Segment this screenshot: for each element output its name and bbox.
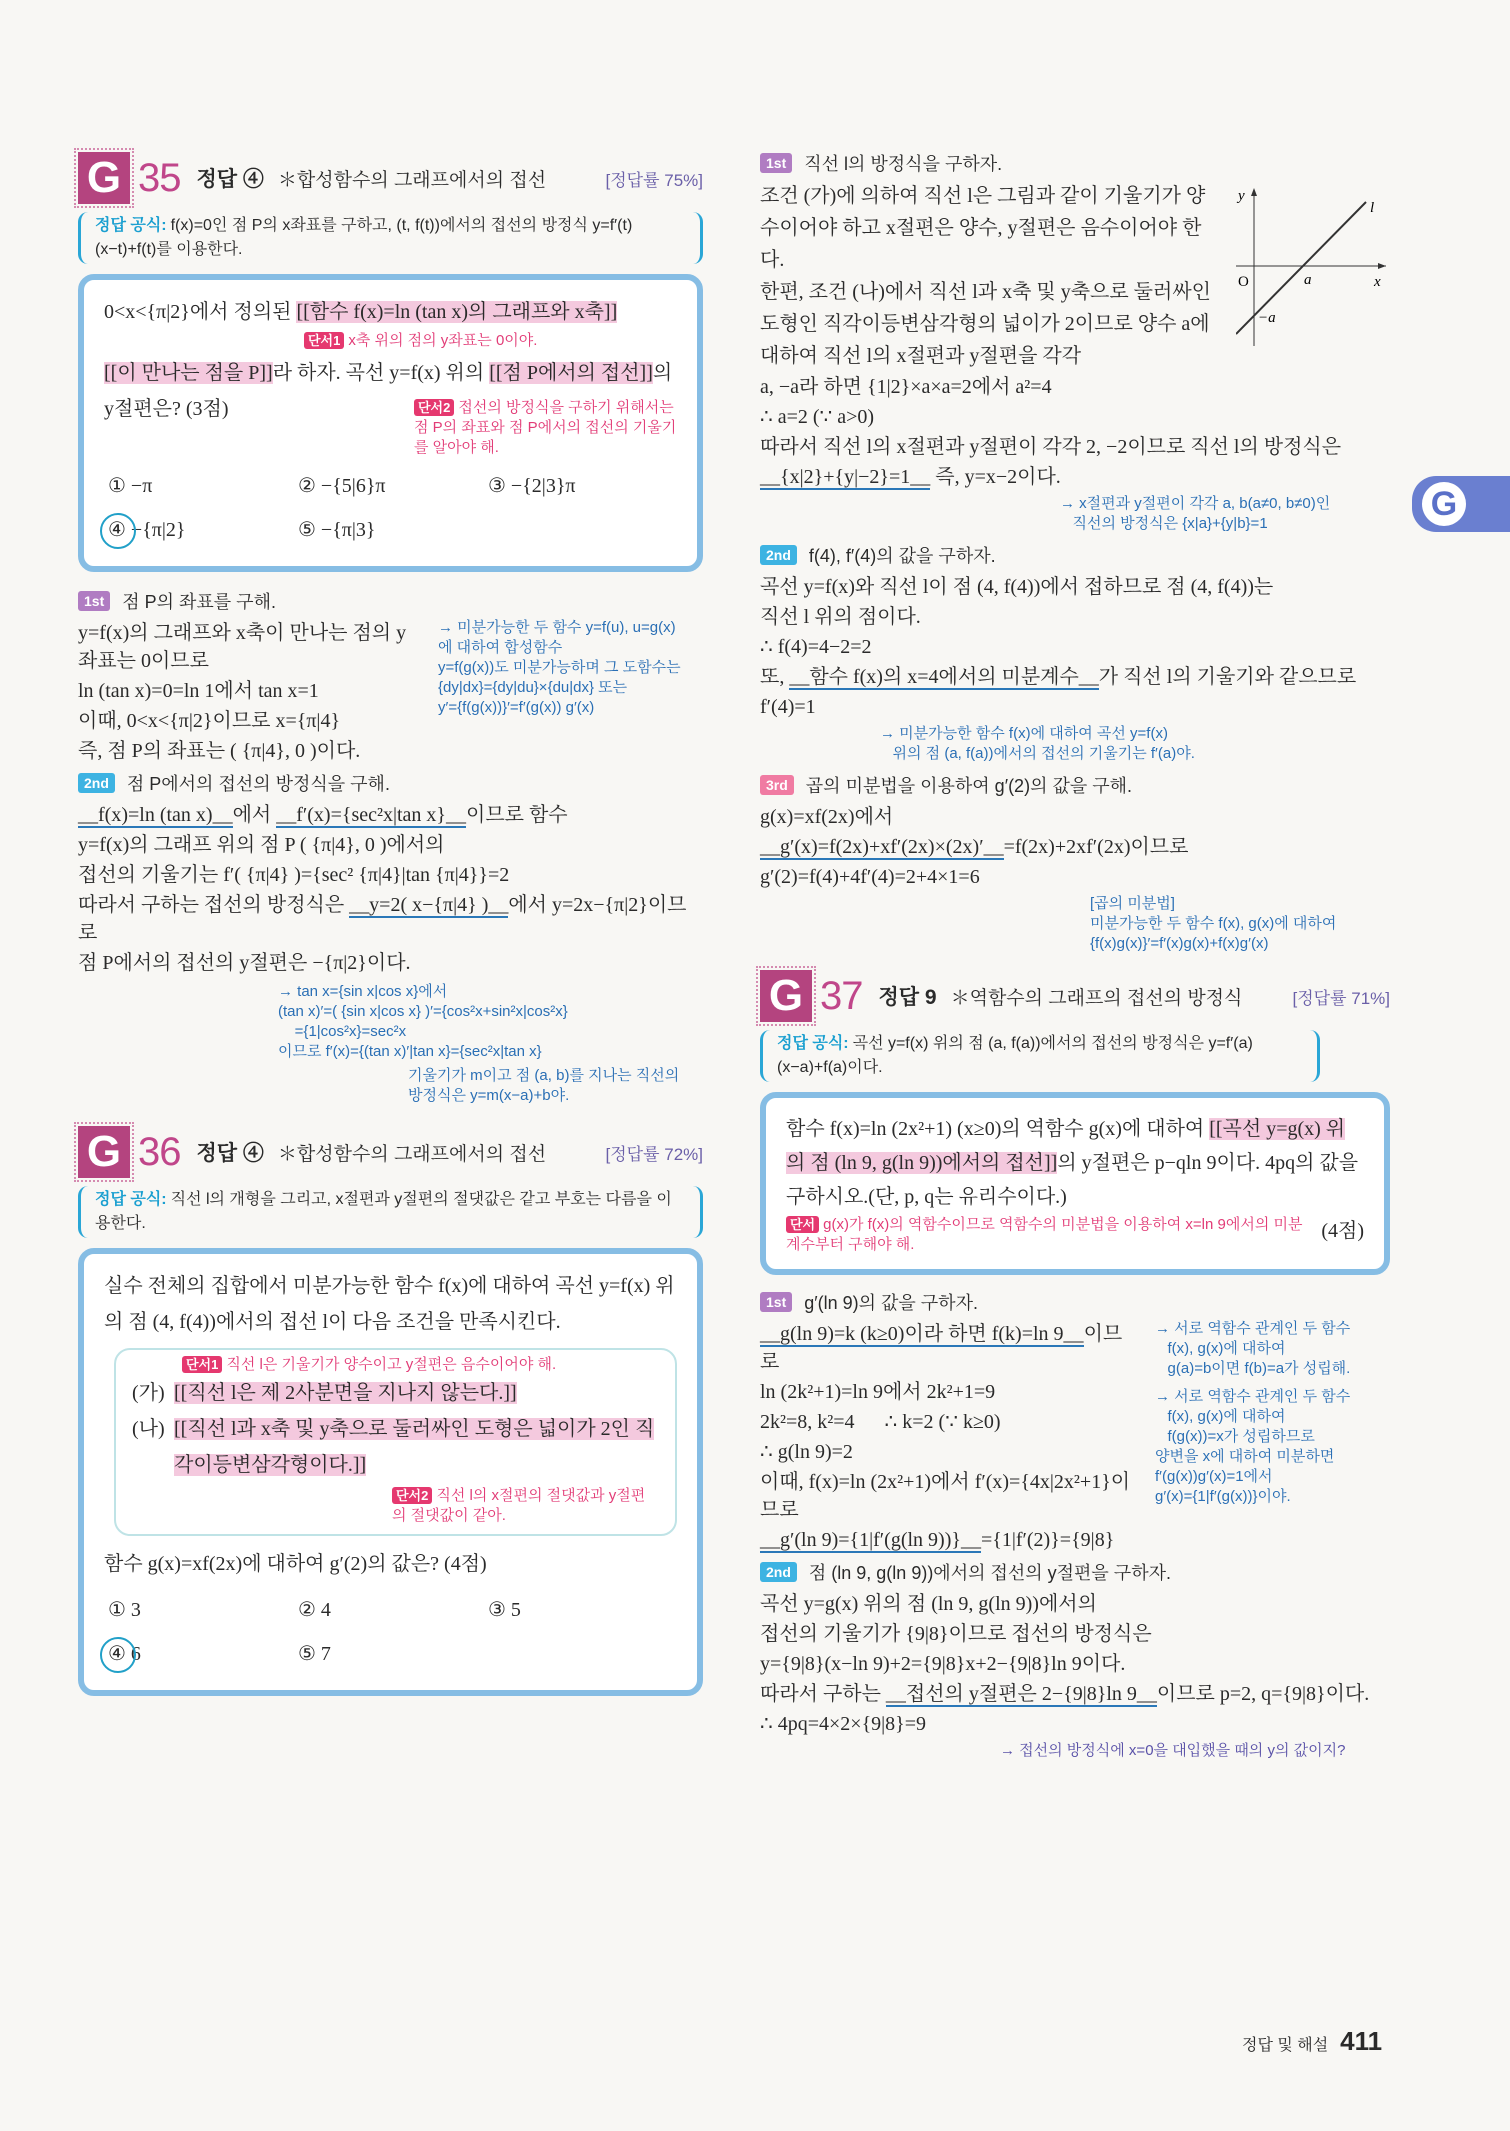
text-line: → 접선의 방정식에 x=0을 대입했을 때의 y의 값이지?: [1000, 1742, 1346, 1759]
text-line: f(x), g(x)에 대하여: [1155, 1340, 1286, 1357]
hint-badge: 단서2: [414, 399, 454, 416]
g35-problem-box: [78, 274, 703, 572]
text-line: → 미분가능한 함수 f(x)에 대하여 곡선 y=f(x): [880, 725, 1168, 742]
note-derivative-slope: [880, 724, 1390, 764]
step-1: [78, 584, 703, 618]
choice-5: ⑤ 7: [298, 1643, 331, 1665]
hint-2: [392, 1485, 659, 1526]
answer: 정답 9: [878, 986, 937, 1009]
text-line: 양변을 x에 대하여 미분하면: [1155, 1448, 1335, 1465]
step-2: [760, 538, 1390, 572]
text-line: __f(x)=ln (tan x)__에서 __f′(x)={sec²x|tan x}__이므로 함수: [78, 804, 568, 826]
hint-badge: 단서1: [304, 332, 344, 349]
note-y-intercept: [1000, 1741, 1390, 1761]
hint-badge: 단서2: [392, 1487, 432, 1504]
text-line: ∴ 4pq=4×2×{9|8}=9: [760, 1713, 927, 1735]
text-line: 2k²=8, k²=4 ∴ k=2 (∵ k≥0): [760, 1411, 1001, 1433]
hint: [786, 1214, 1311, 1255]
formula-label: 정답 공식:: [95, 217, 167, 234]
section-badge: G: [78, 1126, 130, 1178]
text-line: y′={f(g(x))}′=f′(g(x)) g′(x): [438, 699, 595, 716]
hint-text: 직선 l은 기울기가 양수이고 y절편은 음수이어야 해.: [226, 1356, 557, 1373]
text-line: __{x|2}+{y|−2}=1__ 즉, y=x−2이다.: [760, 466, 1061, 488]
notes-column: [1155, 1319, 1390, 1507]
x-label: x: [1374, 274, 1381, 290]
paragraph: 조건 (가)에 의하여 직선 l은 그림과 같이 기울기가 양수이어야 하고 x절편은 양수, y절편은 음수이어야 한다.: [760, 185, 1206, 271]
problem-line: 0<x<{π|2}에서 정의된 [[함수 f(x)=ln (tan x)의 그래프와 x축]]: [104, 301, 618, 323]
problem-number: 36: [138, 1129, 181, 1174]
text-line: → tan x={sin x|cos x}에서: [278, 983, 448, 1000]
g37-solution: [760, 1285, 1390, 1761]
formula-label: 정답 공식:: [95, 1191, 167, 1208]
text-line: 따라서 구하는 __접선의 y절편은 2−{9|8}ln 9__이므로 p=2, q={9|8}이다.: [760, 1683, 1370, 1705]
hint-2: [414, 397, 677, 458]
text-line: ∴ g(ln 9)=2: [760, 1441, 853, 1463]
text-line: 따라서 직선 l의 x절편과 y절편이 각각 2, −2이므로 직선 l의 방정식은: [760, 436, 1342, 458]
step-badge: 1st: [760, 153, 792, 173]
problem-text: 함수 f(x)=ln (2x²+1) (x≥0)의 역함수 g(x)에 대하여 [[곡선 y=g(x) 위의 점 (ln 9, g(ln 9))에서의 접선]]의 y절편은 p−qln 9이다. 4pq의 값을 구하시오.(단, p, q는 유리수이다.): [786, 1118, 1359, 1208]
step-title: g′(ln 9)의 값을 구하자.: [804, 1293, 978, 1313]
choice-3: ③ −{2|3}π: [488, 475, 576, 497]
text-line: __g(ln 9)=k (k≥0)이라 하면 f(k)=ln 9__이므로: [760, 1323, 1123, 1373]
solution-lines: [760, 802, 1390, 892]
condition-text: [[직선 l은 제 2사분면을 지나지 않는다.]]: [174, 1382, 517, 1404]
solution-lines: [78, 618, 424, 766]
solution-lines: [760, 1319, 1141, 1555]
condition-ga: [132, 1375, 659, 1411]
choice-4: ④ −{π|2}: [104, 508, 294, 552]
note-row: [78, 982, 703, 1062]
conditions-box: [114, 1348, 677, 1536]
chapter-tab[interactable]: [1412, 476, 1510, 532]
text-line: y=f(x)의 그래프와 x축이 만나는 점의 y좌표는 0이므로: [78, 622, 407, 672]
y-label: y: [1238, 188, 1245, 204]
text-line: [곱의 미분법]: [1090, 895, 1175, 912]
step-title: 곱의 미분법을 이용하여 g′(2)의 값을 구해.: [805, 776, 1133, 796]
text-line: g(a)=b이면 f(b)=a가 성립해.: [1155, 1360, 1351, 1377]
g37-header: [760, 968, 1390, 1024]
choice-2: ② −{5|6}π: [298, 475, 386, 497]
text-line: __g′(ln 9)={1|f′(g(ln 9))}__={1|f′(2)}={9|8}: [760, 1529, 1115, 1551]
section-badge: G: [78, 152, 130, 204]
text-line: → 서로 역함수 관계인 두 함수: [1155, 1388, 1351, 1405]
text-line: 기울기가 m이고 점 (a, b)를 지나는 직선의: [408, 1067, 680, 1084]
text-line: 즉, 점 P의 좌표는 ( {π|4}, 0 )이다.: [78, 740, 361, 762]
solution-row: [78, 618, 703, 766]
note-inverse-derivative: [1155, 1387, 1390, 1507]
choice-1: ① 3: [108, 1599, 141, 1621]
condition-text: [[직선 l과 x축 및 y축으로 둘러싸인 도형은 넓이가 2인 직각이등변삼각형이다.]]: [174, 1418, 655, 1476]
hint-1: [182, 1354, 659, 1375]
choice-4: ④ 6: [104, 1632, 294, 1676]
hint-1: [304, 330, 677, 351]
g36-problem-box: [78, 1248, 703, 1696]
footer-label: 정답 및 해설: [1242, 2037, 1329, 2054]
text-line: 이때, 0<x<{π|2}이므로 x={π|4}: [78, 710, 341, 732]
hint-badge: 단서1: [182, 1356, 222, 1373]
solution-row: [760, 1319, 1390, 1555]
topic: ＊합성함수의 그래프에서의 접선: [277, 169, 547, 191]
a-label: a: [1304, 272, 1312, 288]
question: 함수 g(x)=xf(2x)에 대하여 g′(2)의 값은? (4점): [104, 1553, 487, 1575]
step-3: [760, 768, 1390, 802]
text-line: 이때, f(x)=ln (2x²+1)에서 f′(x)={4x|2x²+1}이므로: [760, 1471, 1131, 1521]
text-line: {f(x)g(x)}′=f′(x)g(x)+f(x)g′(x): [1090, 935, 1269, 952]
right-column: [760, 146, 1390, 1761]
topic: ＊역함수의 그래프의 접선의 방정식: [950, 987, 1243, 1009]
solution-lines: [78, 800, 703, 978]
text-line: → 미분가능한 두 함수 y=f(u), u=g(x): [438, 619, 676, 636]
x-axis-arrow: [1378, 263, 1386, 269]
text-line: 곡선 y=f(x)와 직선 l이 점 (4, f(4))에서 접하므로 점 (4, f(4))는: [760, 576, 1274, 598]
step-badge: 1st: [78, 591, 110, 611]
hint-badge: 단서: [786, 1216, 819, 1233]
line-l: [1236, 202, 1366, 334]
text-line: (tan x)′=( {sin x|cos x} )′={cos²x+sin²x|cos²x}: [278, 1003, 568, 1020]
step-title: 점 P에서의 접선의 방정식을 구해.: [126, 774, 390, 794]
choice-1: ① −π: [108, 475, 153, 497]
solution-lines: [760, 1589, 1390, 1739]
step-title: 직선 l의 방정식을 구하자.: [804, 154, 1003, 174]
text-line: 직선 l 위의 점이다.: [760, 606, 921, 628]
g37-problem-box: [760, 1092, 1390, 1275]
problem-footer: [786, 1214, 1364, 1255]
problem-line: [[이 만나는 점을 P]]라 하자. 곡선 y=f(x) 위의 [[점 P에서의 접선]]의: [104, 362, 673, 384]
text-line: 접선의 기울기는 f′( {π|4} )={sec² {π|4}|tan {π|4}}=2: [78, 864, 510, 886]
text-line: ln (2k²+1)=ln 9에서 2k²+1=9: [760, 1381, 996, 1403]
text-line: 곡선 y=g(x) 위의 점 (ln 9, g(ln 9))에서의: [760, 1593, 1097, 1615]
text-line: 따라서 구하는 접선의 방정식은 __y=2( x−{π|4} )__에서 y=2x−{π|2}이므로: [78, 894, 687, 944]
text-line: a, −a라 하면 {1|2}×a×a=2에서 a²=4: [760, 376, 1052, 398]
g35-formula: [78, 212, 703, 264]
text-line: ={1|cos²x}=sec²x: [278, 1023, 407, 1040]
correct-rate: [정답률 72%]: [605, 1144, 703, 1164]
text-line: 접선의 기울기가 {9|8}이므로 접선의 방정식은: [760, 1623, 1152, 1645]
note-chain-rule: [438, 618, 703, 718]
text-line: g′(x)={1|f′(g(x))}이야.: [1155, 1488, 1291, 1505]
choices: [104, 1588, 677, 1676]
text-line: 미분가능한 두 함수 f(x), g(x)에 대하여: [1090, 915, 1337, 932]
formula-label: 정답 공식:: [777, 1035, 849, 1052]
problem-number: 37: [820, 973, 863, 1018]
step-title: 점 P의 좌표를 구해.: [122, 592, 276, 612]
points: (4점): [1321, 1220, 1364, 1242]
text-line: 직선의 방정식은 {x|a}+{y|b}=1: [1060, 515, 1268, 532]
left-column: [78, 150, 703, 1696]
condition-na: [132, 1411, 659, 1483]
line-graph: [1236, 186, 1391, 351]
text-line: → x절편과 y절편이 각각 a, b(a≠0, b≠0)인: [1060, 495, 1331, 512]
hint-text: 직선 l의 x절편의 절댓값과 y절편의 절댓값이 같아.: [392, 1487, 646, 1524]
problem-number: 35: [138, 155, 181, 200]
choices: [104, 464, 677, 552]
step-title: f(4), f′(4)의 값을 구하자.: [808, 546, 996, 566]
text-line: 이므로 f′(x)={(tan x)′|tan x}={sec²x|tan x}: [278, 1043, 542, 1060]
choice-2: ② 4: [298, 1599, 331, 1621]
note-product-rule: [1090, 894, 1390, 954]
note-tan-derivative: [278, 982, 703, 1062]
step-badge: 2nd: [760, 545, 797, 565]
step-2: [78, 766, 703, 800]
step-1: [760, 1285, 1390, 1319]
text-line: y=f(x)의 그래프 위의 점 P ( {π|4}, 0 )에서의: [78, 834, 445, 856]
answer: 정답 ④: [196, 1142, 264, 1165]
step-1: [760, 146, 1390, 180]
step-2: [760, 1555, 1390, 1589]
step-badge: 2nd: [78, 773, 115, 793]
text-line: f′(4)=1: [760, 696, 816, 718]
g37-formula: [760, 1030, 1320, 1082]
l-label: l: [1370, 200, 1375, 216]
text-line: f(x), g(x)에 대하여: [1155, 1408, 1286, 1425]
condition-label: (가): [132, 1382, 165, 1404]
step-badge: 3rd: [760, 775, 794, 795]
section-badge: G: [760, 970, 812, 1022]
hint-text: x축 위의 점의 y좌표는 0이야.: [348, 332, 538, 349]
problem-line: y절편은? (3점): [104, 398, 229, 420]
hint-text: g(x)가 f(x)의 역함수이므로 역함수의 미분법을 이용하여 x=ln 9에서의 미분계수부터 구해야 해.: [786, 1216, 1303, 1253]
text-line: ∴ a=2 (∵ a>0): [760, 406, 875, 428]
formula-text: f(x)=0인 점 P의 x좌표를 구하고, (t, f(t))에서의 접선의 방정식 y=f′(t)(x−t)+f(t)를 이용한다.: [95, 217, 633, 258]
text-line: y=f(g(x))도 미분가능하며 그 도함수는: [438, 659, 681, 676]
g36-formula: [78, 1186, 703, 1238]
paragraph: 한편, 조건 (나)에서 직선 l과 x축 및 y축으로 둘러싸인 도형인 직각이등변삼각형의 넓이가 2이므로 양수 a에 대하여 직선 l의 x절편과 y절편을 각각: [760, 281, 1211, 367]
topic: ＊합성함수의 그래프에서의 접선: [277, 1143, 547, 1165]
page-number: 411: [1340, 2026, 1383, 2056]
problem-text: 실수 전체의 집합에서 미분가능한 함수 f(x)에 대하여 곡선 y=f(x) 위의 점 (4, f(4))에서의 접선 l이 다음 조건을 만족시킨다.: [104, 1275, 675, 1333]
text-line: → 서로 역함수 관계인 두 함수: [1155, 1320, 1351, 1337]
text-line: {dy|dx}={dy|du}×{du|dx} 또는: [438, 679, 628, 696]
g35-solution: [78, 584, 703, 1106]
g36-header: [78, 1124, 703, 1180]
chapter-tab-letter: G: [1422, 482, 1466, 526]
page-footer: [1242, 2026, 1382, 2057]
y-axis-arrow: [1251, 188, 1257, 196]
hint-text: 접선의 방정식을 구하기 위해서는 점 P의 좌표와 점 P에서의 접선의 기울기를 알아야 해.: [414, 399, 677, 456]
condition-label: (나): [132, 1418, 165, 1440]
correct-rate: [정답률 71%]: [1292, 988, 1390, 1008]
formula-text: 곡선 y=f(x) 위의 점 (a, f(a))에서의 접선의 방정식은 y=f′(a)(x−a)+f(a)이다.: [777, 1035, 1253, 1076]
formula-text: 직선 l의 개형을 그리고, x절편과 y절편의 절댓값은 같고 부호는 다름을 이용한다.: [95, 1191, 672, 1232]
solution-lines: [760, 572, 1390, 722]
text-line: __g′(x)=f(2x)+xf′(2x)×(2x)′__=f(2x)+2xf′(2x)이므로: [760, 836, 1189, 858]
correct-rate: [정답률 75%]: [605, 170, 703, 190]
text-line: 또, __함수 f(x)의 x=4에서의 미분계수__가 직선 l의 기울기와 같으므로: [760, 666, 1357, 688]
text-line: ln (tan x)=0=ln 1에서 tan x=1: [78, 680, 319, 702]
note-intercept-form: [1060, 494, 1390, 534]
choice-3: ③ 5: [488, 1599, 521, 1621]
text-line: g′(2)=f(4)+4f′(4)=2+4×1=6: [760, 866, 980, 888]
solution-lines: [760, 372, 1390, 492]
g35-header: [78, 150, 703, 206]
note-inverse-relation: [1155, 1319, 1390, 1379]
answer: 정답 ④: [196, 168, 264, 191]
neg-a-label: −a: [1258, 310, 1276, 326]
text-line: f′(g(x))g′(x)=1에서: [1155, 1468, 1273, 1485]
step-badge: 2nd: [760, 1562, 797, 1582]
text-line: 위의 점 (a, f(a))에서의 접선의 기울기는 f′(a)야.: [880, 745, 1195, 762]
choice-5: ⑤ −{π|3}: [298, 519, 376, 541]
text-line: f(g(x))=x가 성립하므로: [1155, 1428, 1315, 1445]
text-line: g(x)=xf(2x)에서: [760, 806, 894, 828]
text-line: 점 P에서의 접선의 y절편은 −{π|2}이다.: [78, 952, 411, 974]
note-line-equation: [408, 1066, 703, 1106]
origin-label: O: [1238, 274, 1249, 290]
step-badge: 1st: [760, 1292, 792, 1312]
text-line: ∴ f(4)=4−2=2: [760, 636, 872, 658]
text-line: 방정식은 y=m(x−a)+b야.: [408, 1087, 570, 1104]
step-title: 점 (ln 9, g(ln 9))에서의 접선의 y절편을 구하자.: [808, 1563, 1171, 1583]
problem-row: [104, 391, 677, 458]
text-line: 에 대하여 합성함수: [438, 639, 563, 656]
text-line: y={9|8}(x−ln 9)+2={9|8}x+2−{9|8}ln 9이다.: [760, 1653, 1126, 1675]
